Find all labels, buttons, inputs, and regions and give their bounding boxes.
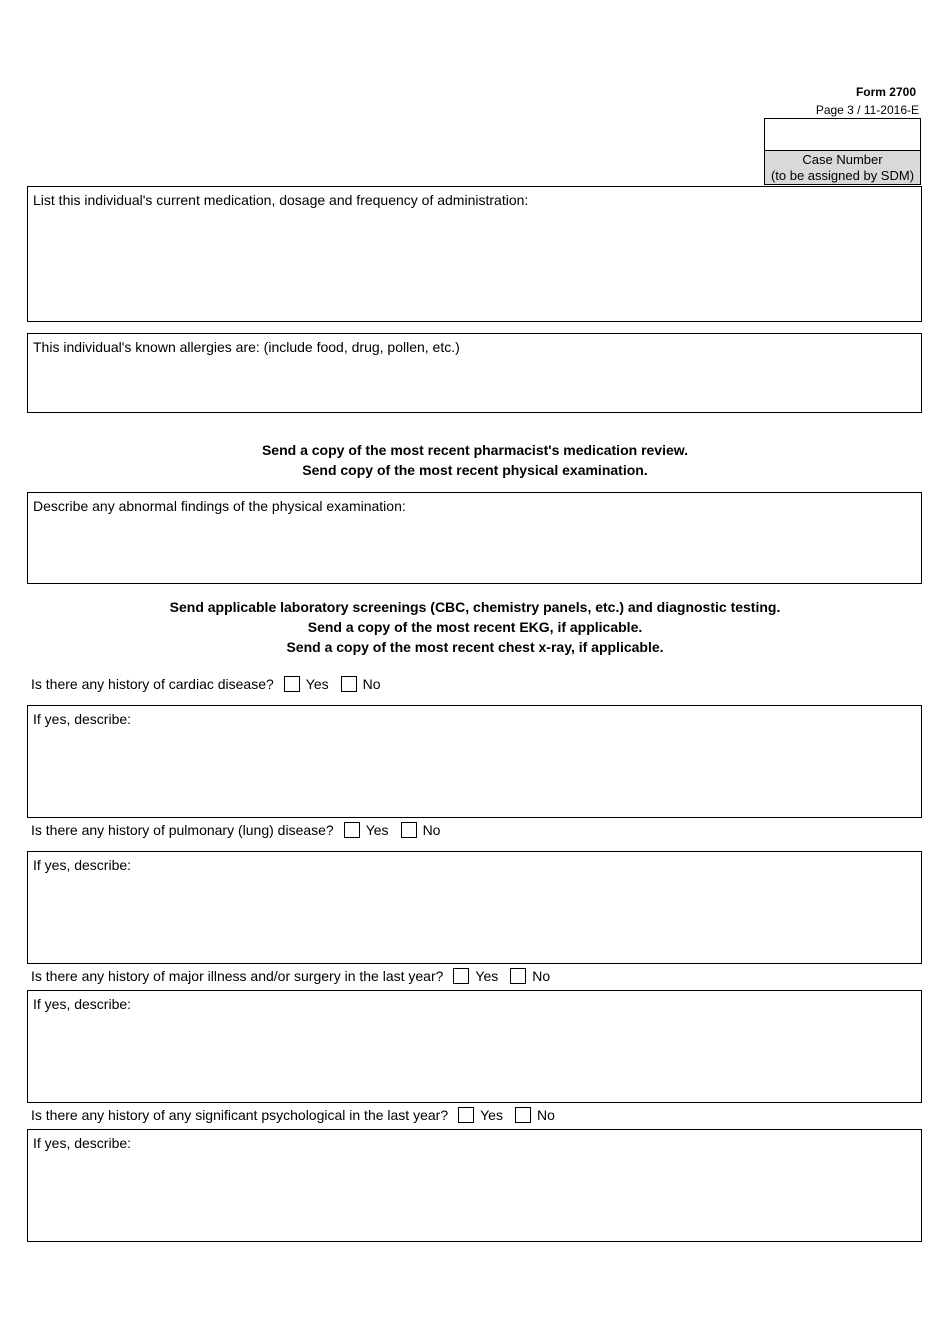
cardiac-yes-label: Yes <box>305 676 329 692</box>
abnormal-findings-field[interactable] <box>27 492 922 584</box>
form-title: Form 2700 <box>855 85 916 99</box>
psychological-yes-checkbox[interactable] <box>458 1107 474 1123</box>
pulmonary-question-row <box>31 820 452 840</box>
illness-describe-label: If yes, describe: <box>33 996 132 1012</box>
instructions-lab-screenings <box>0 597 950 657</box>
page-info: Page 3 / 11-2016-E <box>815 103 919 117</box>
pulmonary-question: Is there any history of pulmonary (lung) disease? <box>31 822 334 838</box>
instruction-line: Send copy of the most recent physical examination. <box>302 462 648 478</box>
medication-field[interactable] <box>27 186 922 322</box>
instruction-line: Send a copy of the most recent pharmacist's medication review. <box>261 442 689 458</box>
case-number-label-line2: (to be assigned by SDM) <box>770 168 915 183</box>
psychological-describe-label: If yes, describe: <box>33 1135 132 1151</box>
cardiac-no-checkbox[interactable] <box>341 676 357 692</box>
illness-no-label: No <box>532 968 551 984</box>
cardiac-yes-checkbox[interactable] <box>284 676 300 692</box>
psychological-question-row <box>31 1105 567 1125</box>
instruction-line: Send a copy of the most recent chest x-ray, if applicable. <box>286 639 664 655</box>
psychological-no-label: No <box>536 1107 555 1123</box>
psychological-yes-label: Yes <box>480 1107 503 1123</box>
allergies-label: This individual's known allergies are: (include food, drug, pollen, etc.) <box>33 339 460 355</box>
case-number-label <box>765 151 920 184</box>
pulmonary-yes-label: Yes <box>365 822 389 838</box>
pulmonary-describe-label: If yes, describe: <box>33 857 132 873</box>
instruction-line: Send applicable laboratory screenings (CBC, chemistry panels, etc.) and diagnostic testing. <box>169 599 781 615</box>
psychological-describe-field[interactable] <box>27 1129 922 1242</box>
medication-label: List this individual's current medication, dosage and frequency of administration: <box>33 192 529 208</box>
illness-yes-label: Yes <box>475 968 499 984</box>
illness-no-checkbox[interactable] <box>510 968 526 984</box>
instructions-medication-review <box>0 440 950 480</box>
instruction-line: Send a copy of the most recent EKG, if applicable. <box>307 619 643 635</box>
allergies-field[interactable] <box>27 333 922 413</box>
illness-describe-field[interactable] <box>27 990 922 1103</box>
psychological-question: Is there any history of any significant psychological in the last year? <box>31 1107 449 1123</box>
cardiac-describe-label: If yes, describe: <box>33 711 132 727</box>
illness-question-row <box>31 966 562 986</box>
pulmonary-describe-field[interactable] <box>27 851 922 964</box>
psychological-no-checkbox[interactable] <box>515 1107 531 1123</box>
illness-yes-checkbox[interactable] <box>453 968 469 984</box>
case-number-box <box>764 118 921 185</box>
pulmonary-yes-checkbox[interactable] <box>344 822 360 838</box>
pulmonary-no-checkbox[interactable] <box>401 822 417 838</box>
cardiac-no-label: No <box>362 676 381 692</box>
cardiac-question: Is there any history of cardiac disease? <box>31 676 274 692</box>
case-number-input[interactable] <box>765 119 920 151</box>
abnormal-findings-label: Describe any abnormal findings of the physical examination: <box>33 498 406 514</box>
pulmonary-no-label: No <box>422 822 441 838</box>
case-number-label-line1: Case Number <box>802 152 883 167</box>
cardiac-question-row <box>31 674 393 694</box>
cardiac-describe-field[interactable] <box>27 705 922 818</box>
illness-question: Is there any history of major illness and/or surgery in the last year? <box>31 968 444 984</box>
